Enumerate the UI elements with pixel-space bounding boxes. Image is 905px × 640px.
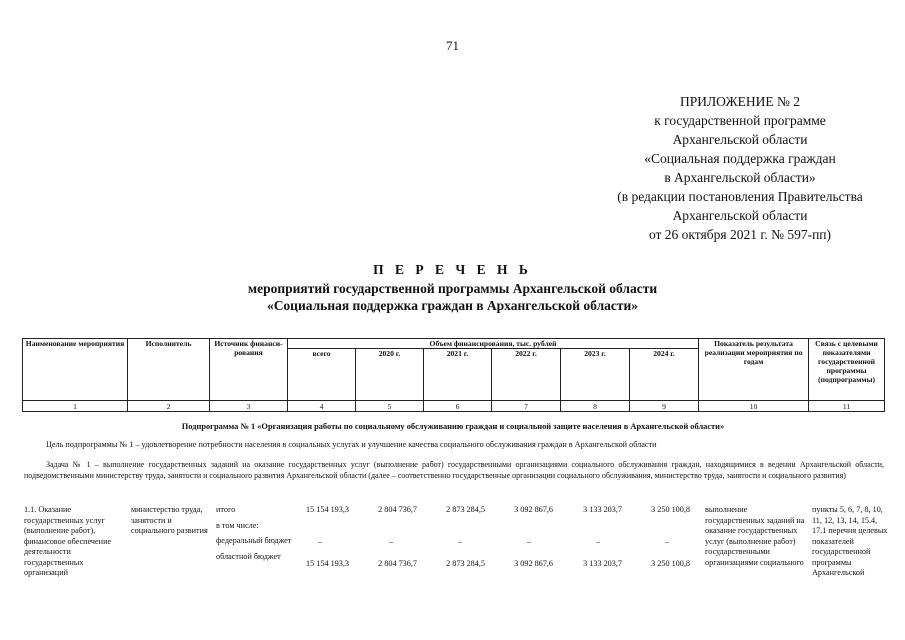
subtitle-line: «Социальная поддержка граждан в Архангельской области» bbox=[266, 298, 639, 313]
value-fed-2020: – bbox=[388, 537, 394, 546]
col-number: 1 bbox=[23, 401, 128, 412]
header-link: Связь с целевыми показателями государственной программы (подпрограммы) bbox=[809, 339, 885, 401]
appendix-line: «Социальная поддержка граждан bbox=[644, 151, 836, 166]
col-number: 9 bbox=[630, 401, 699, 412]
financing-table bbox=[22, 338, 885, 412]
appendix-line: ПРИЛОЖЕНИЕ № 2 bbox=[679, 94, 801, 109]
value-reg-2022: 3 092 867,6 bbox=[514, 559, 553, 568]
value-reg-2020: 2 804 736,7 bbox=[378, 559, 417, 568]
header-executor: Исполнитель bbox=[128, 339, 210, 401]
col-number: 6 bbox=[424, 401, 492, 412]
header-year: 2022 г. bbox=[492, 349, 561, 401]
appendix-line: к государственной программе bbox=[654, 113, 826, 128]
subtitle-line: мероприятий государственной программы Архангельской области bbox=[247, 281, 658, 296]
header-year: 2024 г. bbox=[630, 349, 699, 401]
value-total: 15 154 193,3 bbox=[306, 505, 349, 514]
value-2023: 3 133 203,7 bbox=[583, 505, 622, 514]
measure-executor: министерство труда, занятости и социального развития bbox=[131, 505, 208, 535]
col-number: 10 bbox=[699, 401, 809, 412]
source-including: в том числе: bbox=[216, 520, 259, 530]
appendix-line: в Архангельской области» bbox=[664, 170, 816, 185]
appendix-line: Архангельской области bbox=[672, 208, 808, 223]
col-number: 4 bbox=[288, 401, 356, 412]
value-fed-2024: – bbox=[664, 537, 670, 546]
source-regional: областной бюджет bbox=[216, 551, 281, 561]
source-federal: федеральный бюджет bbox=[216, 536, 292, 545]
value-fed-total: – bbox=[317, 537, 323, 546]
subprogram-heading: Подпрограмма № 1 «Организация работы по социальному обслуживанию граждан и социальной защите населения в Архангельской области» bbox=[181, 422, 725, 431]
col-number: 3 bbox=[210, 401, 288, 412]
value-fed-2021: – bbox=[457, 537, 463, 546]
value-reg-total: 15 154 193,3 bbox=[306, 559, 349, 568]
appendix-line: Архангельской области bbox=[672, 132, 808, 147]
col-number: 7 bbox=[492, 401, 561, 412]
page-number: 71 bbox=[446, 38, 459, 53]
appendix-block bbox=[590, 92, 890, 244]
header-name: Наименование мероприятия bbox=[23, 339, 128, 401]
header-year: 2021 г. bbox=[424, 349, 492, 401]
value-reg-2021: 2 873 284,5 bbox=[446, 559, 485, 568]
appendix-line: от 26 октября 2021 г. № 597-пп) bbox=[648, 227, 832, 242]
header-result: Показатель результата реализации мероприятия по годам bbox=[699, 339, 809, 401]
value-2022: 3 092 867,6 bbox=[514, 505, 553, 514]
value-fed-2023: – bbox=[595, 537, 601, 546]
value-2021: 2 873 284,5 bbox=[446, 505, 485, 514]
col-number: 2 bbox=[128, 401, 210, 412]
value-reg-2023: 3 133 203,7 bbox=[583, 559, 622, 568]
col-number: 11 bbox=[809, 401, 885, 412]
measure-name: 1.1. Оказание государственных услуг (выполнение работ), финансовое обеспечение деятельности государственных организаций bbox=[24, 505, 112, 577]
source-total: итого bbox=[216, 505, 236, 514]
header-source: Источник финанси-рования bbox=[210, 339, 288, 401]
list-subtitle bbox=[0, 280, 905, 314]
header-total: всего bbox=[288, 349, 356, 401]
header-year: 2020 г. bbox=[356, 349, 424, 401]
value-reg-2024: 3 250 100,8 bbox=[651, 559, 690, 568]
value-fed-2022: – bbox=[526, 537, 532, 546]
value-2020: 2 804 736,7 bbox=[378, 505, 417, 514]
subprogram-task: Задача № 1 – выполнение государственных заданий на оказание государственных услуг (выполнение работ) государственными организациями социального обслуживания граждан, находящимися в ведении Архангельской области, подведомственными министерству труда, занятости и социального развития Архангельской области (далее – соответственно государственные организации социального обслуживания, министерство труда, занятости и социального развития) bbox=[24, 460, 884, 480]
col-number: 5 bbox=[356, 401, 424, 412]
appendix-line: (в редакции постановления Правительства bbox=[617, 189, 863, 204]
subprogram-goal: Цель подпрограммы № 1 – удовлетворение потребности населения в социальных услугах и улучшение качества социального обслуживания граждан в Архангельской области bbox=[46, 440, 657, 449]
value-2024: 3 250 100,8 bbox=[651, 505, 690, 514]
measure-target-link: пункты 5, 6, 7, 8, 10, 11, 12, 13, 14, 15.4, 17.1 перечня целевых показателей государственной программы Архангельской bbox=[812, 505, 888, 577]
header-financing: Объем финансирования, тыс. рублей bbox=[288, 339, 699, 349]
measure-result: выполнение государственных заданий на оказание государственных услуг (выполнение работ) государственными организациями социального bbox=[705, 505, 805, 567]
header-year: 2023 г. bbox=[561, 349, 630, 401]
list-title: П Е Р Е Ч Е Н Ь bbox=[373, 262, 532, 277]
col-number: 8 bbox=[561, 401, 630, 412]
